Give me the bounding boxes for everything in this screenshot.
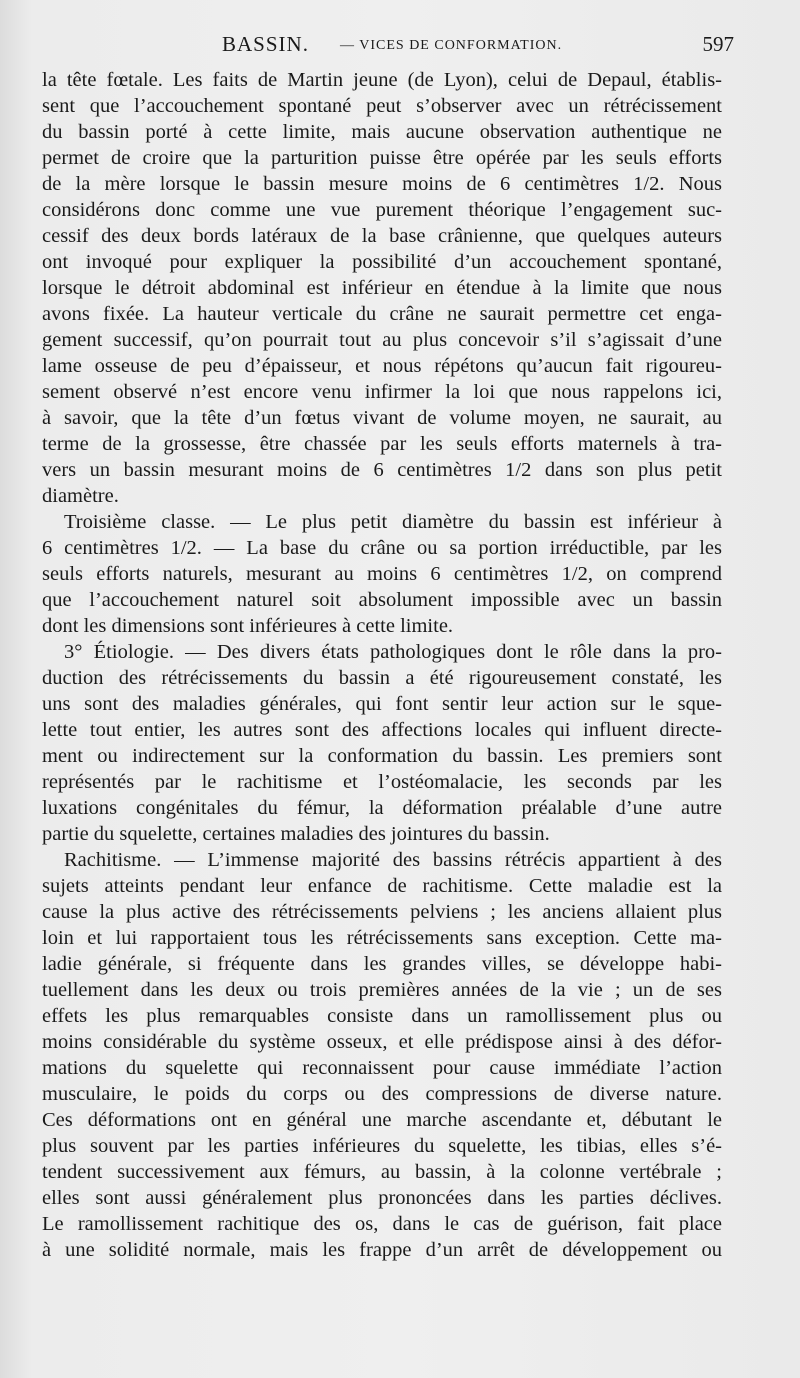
text-line: sent que l’accouchement spontané peut s’observer avec un rétrécissement xyxy=(42,95,722,117)
body-text xyxy=(42,67,722,1263)
text-line: cause la plus active des rétrécissements pelviens ; les anciens allaient plus xyxy=(42,901,722,923)
text-line: considérons donc comme une vue purement théorique l’engagement suc- xyxy=(42,199,722,221)
text-line: lame osseuse de peu d’épaisseur, et nous répétons qu’aucun fait rigoureu- xyxy=(42,355,722,377)
text-line: lorsque le détroit abdominal est inférieur en étendue à la limite que nous xyxy=(42,277,722,299)
text-line: sement observé n’est encore venu infirmer la loi que nous rappelons ici, xyxy=(42,381,722,403)
text-line: diamètre. xyxy=(42,485,119,507)
text-line: duction des rétrécissements du bassin a été rigoureusement constaté, les xyxy=(42,667,722,689)
text-line: Rachitisme. — L’immense majorité des bassins rétrécis appartient à des xyxy=(64,849,722,871)
text-line: loin et lui rapportaient tous les rétrécissements sans exception. Cette ma- xyxy=(42,927,722,949)
text-line: Ces déformations ont en général une marche ascendante et, débutant le xyxy=(42,1109,722,1131)
text-line: terme de la grossesse, être chassée par les seuls efforts maternels à tra- xyxy=(42,433,722,455)
header-title: BASSIN. xyxy=(222,32,309,56)
text-line: gement successif, qu’on pourrait tout au plus concevoir s’il s’agissait d’une xyxy=(42,329,722,351)
text-line: ladie générale, si fréquente dans les grandes villes, se développe habi- xyxy=(42,953,722,975)
text-line: lette tout entier, les autres sont des affections locales qui influent directe- xyxy=(42,719,722,741)
text-line: elles sont aussi généralement plus prononcées dans les parties déclives. xyxy=(42,1187,722,1209)
text-line: représentés par le rachitisme et l’ostéomalacie, les seconds par les xyxy=(42,771,722,793)
text-line: cessif des deux bords latéraux de la base crânienne, que quelques auteurs xyxy=(42,225,722,247)
text-line: effets les plus remarquables consiste dans un ramollissement plus ou xyxy=(42,1005,722,1027)
text-line: plus souvent par les parties inférieures du squelette, les tibias, elles s’é- xyxy=(42,1135,722,1157)
text-line: avons fixée. La hauteur verticale du crâne ne saurait permettre cet enga- xyxy=(42,303,722,325)
text-line: que l’accouchement naturel soit absolument impossible avec un bassin xyxy=(42,589,722,611)
text-line: partie du squelette, certaines maladies des jointures du bassin. xyxy=(42,823,550,845)
text-line: ment ou indirectement sur la conformation du bassin. Les premiers sont xyxy=(42,745,722,767)
text-line: Troisième classe. — Le plus petit diamètre du bassin est inférieur à xyxy=(64,511,722,533)
text-line: permet de croire que la parturition puisse être opérée par les seuls efforts xyxy=(42,147,722,169)
text-line: 6 centimètres 1/2. — La base du crâne ou sa portion irréductible, par les xyxy=(42,537,722,559)
text-line: sujets atteints pendant leur enfance de rachitisme. Cette maladie est la xyxy=(42,875,722,897)
text-line: seuls efforts naturels, mesurant au moins 6 centimètres 1/2, on comprend xyxy=(42,563,722,585)
text-line: uns sont des maladies générales, qui font sentir leur action sur le sque- xyxy=(42,693,722,715)
text-line: 3° Étiologie. — Des divers états pathologiques dont le rôle dans la pro- xyxy=(64,641,722,663)
text-line: tuellement dans les deux ou trois premières années de la vie ; un de ses xyxy=(42,979,722,1001)
text-line: à savoir, que la tête d’un fœtus vivant de volume moyen, ne saurait, au xyxy=(42,407,722,429)
text-line: mations du squelette qui reconnaissent pour cause immédiate l’action xyxy=(42,1057,722,1079)
text-line: du bassin porté à cette limite, mais aucune observation authentique ne xyxy=(42,121,722,143)
running-header xyxy=(42,32,734,62)
text-line: ont invoqué pour expliquer la possibilité d’un accouchement spontané, xyxy=(42,251,722,273)
text-line: la tête fœtale. Les faits de Martin jeune (de Lyon), celui de Depaul, établis- xyxy=(42,69,722,91)
page-number: 597 xyxy=(702,32,734,56)
header-subtitle: — VICES DE CONFORMATION. xyxy=(340,38,563,53)
text-line: Le ramollissement rachitique des os, dans le cas de guérison, fait place xyxy=(42,1213,722,1235)
text-line: tendent successivement aux fémurs, au bassin, à la colonne vertébrale ; xyxy=(42,1161,722,1183)
text-line: luxations congénitales du fémur, la déformation préalable d’une autre xyxy=(42,797,722,819)
text-line: musculaire, le poids du corps ou des compressions de diverse nature. xyxy=(42,1083,722,1105)
text-line: à une solidité normale, mais les frappe d’un arrêt de développement ou xyxy=(42,1239,722,1261)
text-line: dont les dimensions sont inférieures à cette limite. xyxy=(42,615,454,637)
text-line: vers un bassin mesurant moins de 6 centimètres 1/2 dans son plus petit xyxy=(42,459,722,481)
text-line: de la mère lorsque le bassin mesure moins de 6 centimètres 1/2. Nous xyxy=(42,173,722,195)
text-line: moins considérable du système osseux, et elle prédispose ainsi à des défor- xyxy=(42,1031,722,1053)
